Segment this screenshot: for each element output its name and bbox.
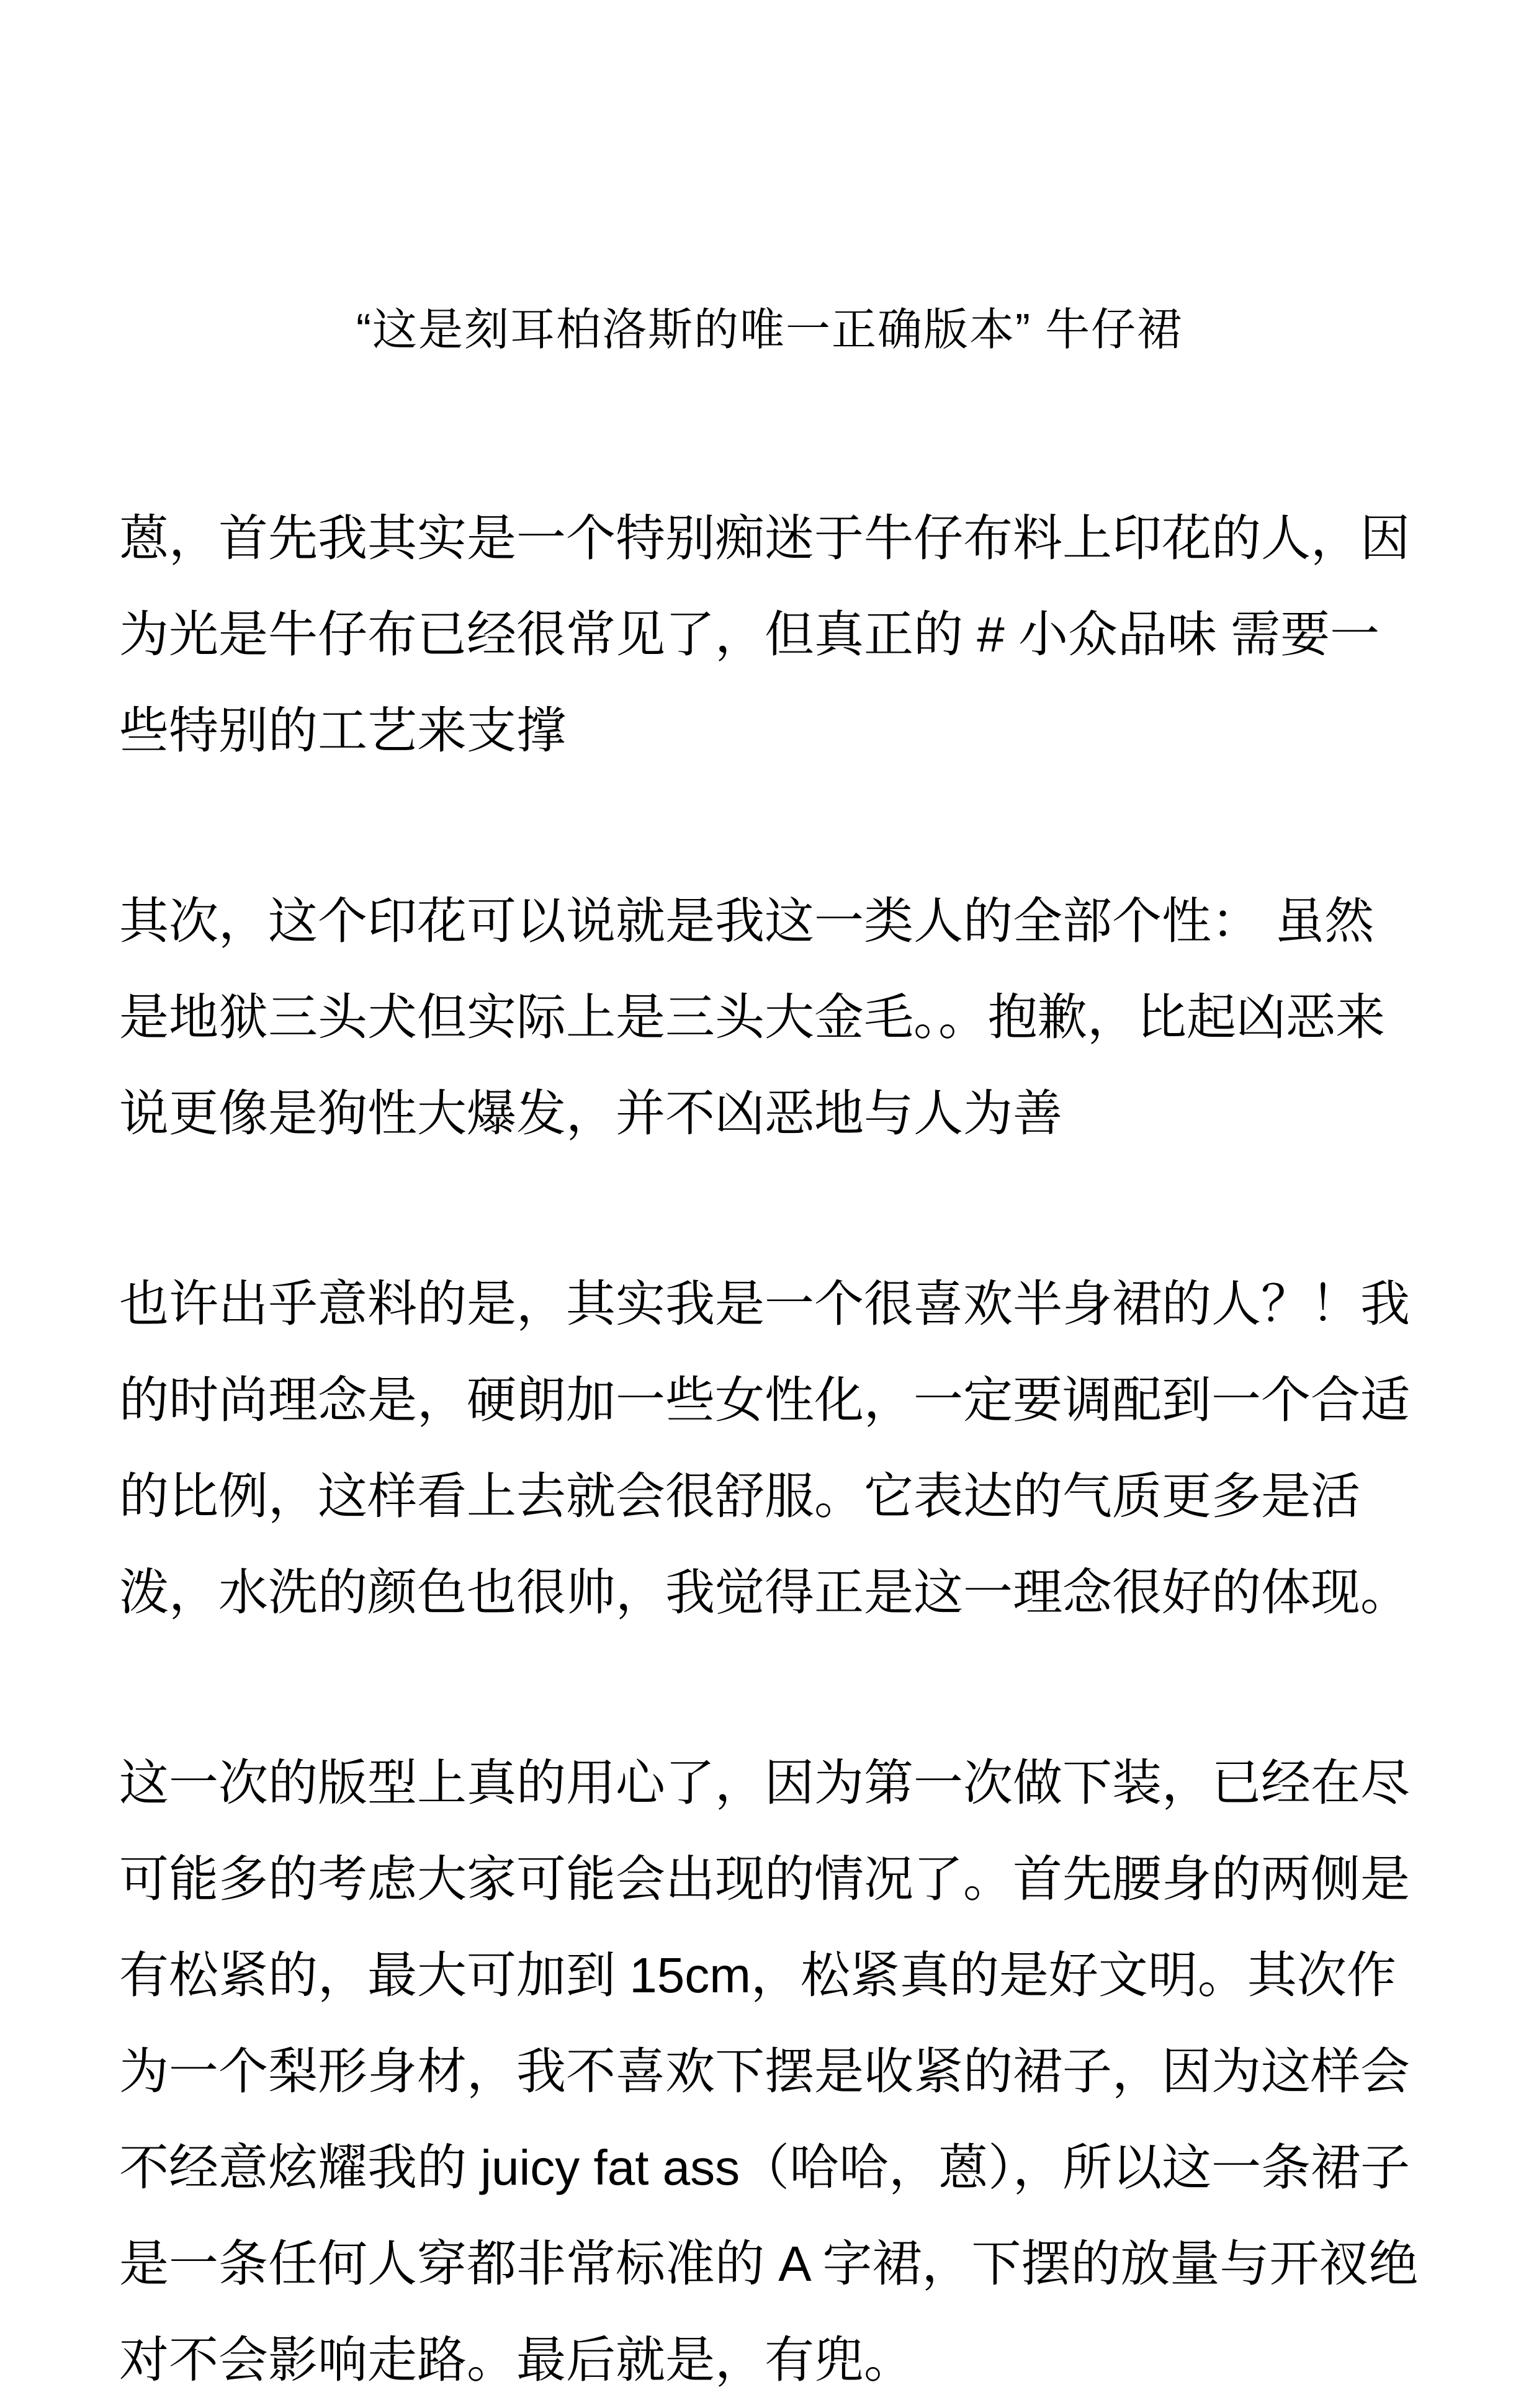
paragraph-print-personality: 其次，这个印花可以说就是我这一类人的全部个性： 虽然是地狱三头犬但实际上是三头大金毛。。抱歉，比起凶恶来说更像是狗性大爆发，并不凶恶地与人为善: [119, 893, 1385, 1141]
paragraph-skirt-philosophy: 也许出乎意料的是，其实我是一个很喜欢半身裙的人？！我的时尚理念是，硬朗加一些女性化，一定要调配到一个合适的比例，这样看上去就会很舒服。它表达的气质更多是活泼，水洗的颜色也很帅，我觉得正是这一理念很好的体现。: [119, 1276, 1410, 1620]
page-title: “这是刻耳柏洛斯的唯一正确版本” 牛仔裙: [356, 305, 1183, 355]
paragraph-intro-denim-print: 蒽，首先我其实是一个特别痴迷于牛仔布料上印花的人，因为光是牛仔布已经很常见了，但真正的 # 小众品味 需要一些特别的工艺来支撑: [119, 511, 1410, 758]
paragraph-fit-details: 这一次的版型上真的用心了，因为第一次做下装，已经在尽可能多的考虑大家可能会出现的情况了。首先腰身的两侧是有松紧的，最大可加到 15cm，松紧真的是好文明。其次作为一个梨形身材，我不喜欢下摆是收紧的裙子，因为这样会不经意炫耀我的 juicy fat ass（哈哈，蒽），所以这一条裙子是一条任何人穿都非常标准的 A 字裙，下摆的放量与开衩绝对不会影响走路。最后就是，有兜。: [119, 1755, 1419, 2388]
